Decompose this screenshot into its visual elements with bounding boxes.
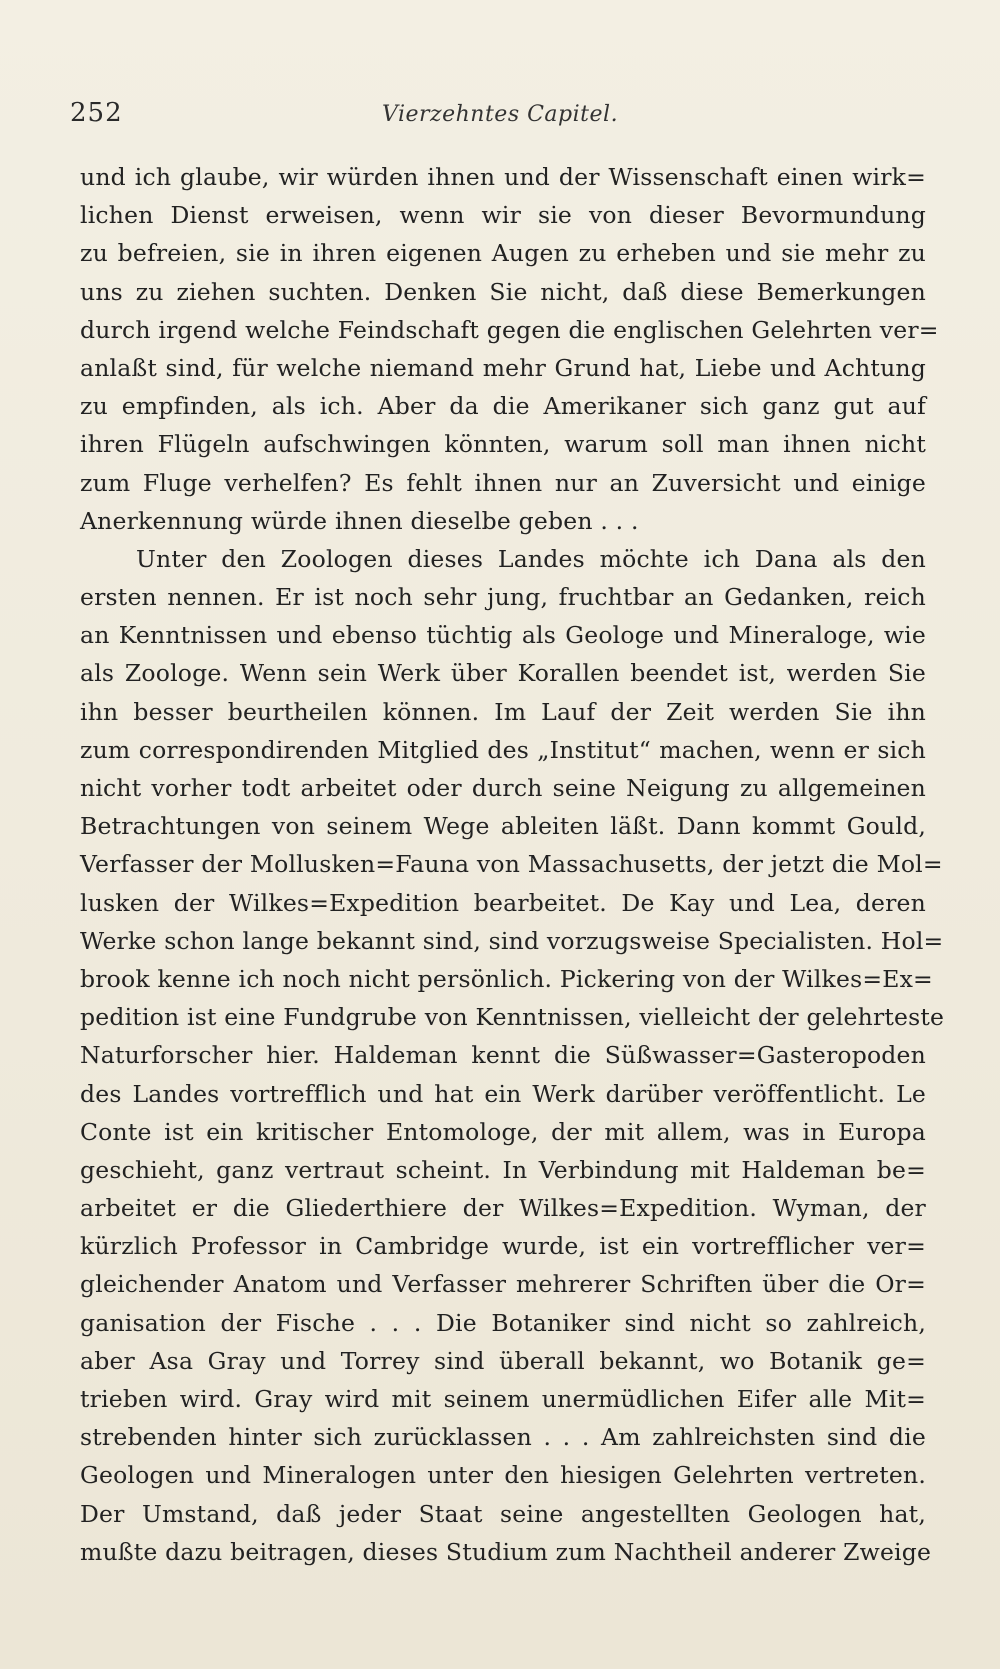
text-line: lusken der Wilkes=Expedition bearbeitet. De Kay und Lea, deren <box>80 888 926 917</box>
text-line: strebenden hinter sich zurücklassen . . . Am zahlreichsten sind die <box>80 1423 926 1452</box>
text-line: nicht vorher todt arbeitet oder durch seine Neigung zu allgemeinen <box>80 774 926 802</box>
text-line: zu empfinden, als ich. Aber da die Amerikaner sich ganz gut auf <box>80 392 926 421</box>
text-line: zum Fluge verhelfen? Es fehlt ihnen nur an Zuversicht und einige <box>80 468 926 497</box>
text-line: zum correspondirenden Mitglied des „Institut“ machen, wenn er sich <box>80 735 926 764</box>
text-line: Werke schon lange bekannt sind, sind vorzugsweise Specialisten. Hol= <box>80 926 944 955</box>
body-text <box>80 158 945 1571</box>
text-line: trieben wird. Gray wird mit seinem unermüdlichen Eifer alle Mit= <box>80 1385 926 1413</box>
running-title: Vierzehntes Capitel. <box>381 102 619 127</box>
page-header <box>70 98 930 138</box>
text-line: kürzlich Professor in Cambridge wurde, ist ein vortrefflicher ver= <box>80 1232 926 1261</box>
text-line: durch irgend welche Feindschaft gegen die englischen Gelehrten ver= <box>80 315 939 344</box>
text-line: Verfasser der Mollusken=Fauna von Massachusetts, der jetzt die Mol= <box>80 850 943 879</box>
text-line: ersten nennen. Er ist noch sehr jung, fruchtbar an Gedanken, reich <box>80 583 926 612</box>
text-line: lichen Dienst erweisen, wenn wir sie von dieser Bevormundung <box>80 201 926 230</box>
text-line: geschieht, ganz vertraut scheint. In Verbindung mit Haldeman be= <box>80 1155 926 1184</box>
text-line: uns zu ziehen suchten. Denken Sie nicht, daß diese Bemerkungen <box>80 277 926 306</box>
text-line: ihren Flügeln aufschwingen könnten, warum soll man ihnen nicht <box>80 430 926 459</box>
page-number: 252 <box>70 98 123 128</box>
text-line: anlaßt sind, für welche niemand mehr Grund hat, Liebe und Achtung <box>80 353 926 382</box>
text-line: aber Asa Gray und Torrey sind überall bekannt, wo Botanik ge= <box>80 1346 926 1375</box>
text-line: Conte ist ein kritischer Entomologe, der mit allem, was in Europa <box>80 1117 926 1146</box>
text-line: des Landes vortrefflich und hat ein Werk darüber veröffentlicht. Le <box>80 1079 926 1108</box>
text-line: an Kenntnissen und ebenso tüchtig als Geologe und Mineraloge, wie <box>80 621 926 650</box>
text-line: ganisation der Fische . . . Die Botaniker sind nicht so zahlreich, <box>80 1308 926 1337</box>
text-line: Anerkennung würde ihnen dieselbe geben . . . <box>80 506 639 535</box>
text-line: arbeitet er die Gliederthiere der Wilkes=Expedition. Wyman, der <box>80 1194 926 1223</box>
text-line: als Zoologe. Wenn sein Werk über Korallen beendet ist, werden Sie <box>80 659 926 688</box>
text-line: gleichender Anatom und Verfasser mehrerer Schriften über die Or= <box>80 1270 926 1299</box>
text-line: ihn besser beurtheilen können. Im Lauf der Zeit werden Sie ihn <box>80 697 926 726</box>
text-line: pedition ist eine Fundgrube von Kenntnissen, vielleicht der gelehrteste <box>80 1003 945 1032</box>
text-line: und ich glaube, wir würden ihnen und der Wissenschaft einen wirk= <box>80 163 926 191</box>
text-line: mußte dazu beitragen, dieses Studium zum Nachtheil anderer Zweige <box>80 1537 932 1566</box>
text-line: Unter den Zoologen dieses Landes möchte ich Dana als den <box>136 544 926 573</box>
text-line: Geologen und Mineralogen unter den hiesigen Gelehrten vertreten. <box>80 1461 926 1490</box>
text-line: Der Umstand, daß jeder Staat seine angestellten Geologen hat, <box>80 1499 926 1528</box>
text-line: zu befreien, sie in ihren eigenen Augen zu erheben und sie mehr zu <box>80 239 926 268</box>
text-line: brook kenne ich noch nicht persönlich. Pickering von der Wilkes=Ex= <box>80 964 933 993</box>
text-line: Betrachtungen von seinem Wege ableiten läßt. Dann kommt Gould, <box>80 812 926 841</box>
text-line: Naturforscher hier. Haldeman kennt die Süßwasser=Gasteropoden <box>80 1041 926 1070</box>
